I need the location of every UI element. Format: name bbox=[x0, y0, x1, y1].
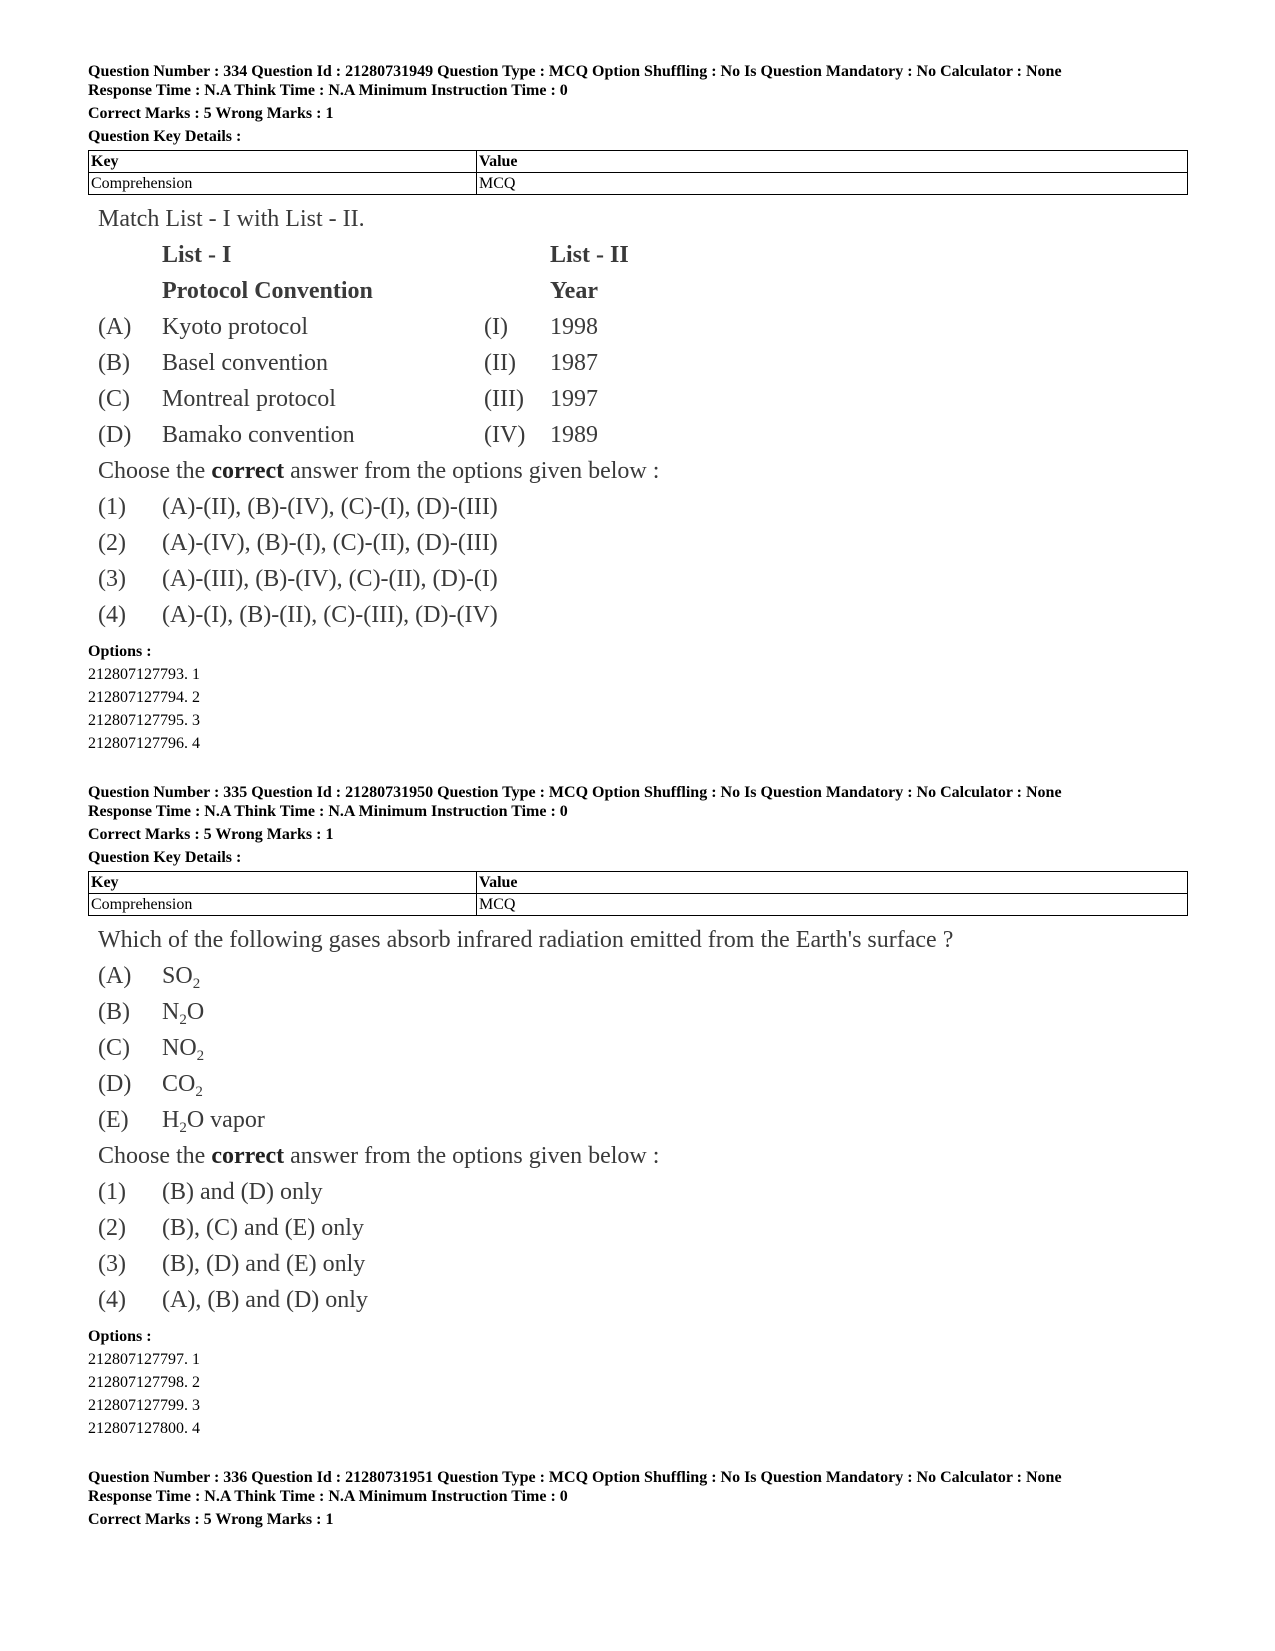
list-pair bbox=[88, 417, 1188, 453]
question-334 bbox=[88, 62, 1188, 755]
list1-label: (A) bbox=[98, 314, 132, 340]
list1-label: (D) bbox=[98, 422, 132, 448]
answer-choice bbox=[88, 1210, 1188, 1246]
option-item: 212807127798. 2 bbox=[88, 1374, 200, 1391]
list1-title: List - I bbox=[162, 242, 232, 268]
answer-number: (1) bbox=[98, 494, 126, 520]
list2-title: List - II bbox=[550, 242, 629, 268]
question-stem: Which of the following gases absorb infrared radiation emitted from the Earth's surface ? bbox=[98, 927, 954, 953]
answer-text: (A)-(II), (B)-(IV), (C)-(I), (D)-(III) bbox=[162, 494, 498, 520]
question-meta-line: Question Number : 334 Question Id : 21280731949 Question Type : MCQ Option Shuffling : No Is Question Mandatory : No Calculator : None bbox=[88, 63, 1062, 80]
answer-choice bbox=[88, 561, 1188, 597]
gas-label: (B) bbox=[98, 999, 130, 1025]
answer-number: (4) bbox=[98, 602, 126, 628]
answer-choice bbox=[88, 525, 1188, 561]
list2-item: 1998 bbox=[550, 314, 598, 340]
gas-item bbox=[88, 1030, 1188, 1066]
answer-number: (3) bbox=[98, 566, 126, 592]
answer-choice bbox=[88, 1174, 1188, 1210]
question-meta-line: Question Number : 335 Question Id : 21280731950 Question Type : MCQ Option Shuffling : No Is Question Mandatory : No Calculator : None bbox=[88, 784, 1062, 801]
answer-number: (2) bbox=[98, 530, 126, 556]
list1-item: Basel convention bbox=[162, 350, 328, 376]
gas-item bbox=[88, 1066, 1188, 1102]
choose-instruction: Choose the correct answer from the options given below : bbox=[98, 458, 660, 484]
key-header: Key bbox=[89, 151, 477, 173]
option-item: 212807127795. 3 bbox=[88, 712, 200, 729]
answer-choice bbox=[88, 1246, 1188, 1282]
gas-formula: $H_2O$ vapor bbox=[162, 1107, 265, 1136]
answer-number: (4) bbox=[98, 1287, 126, 1313]
list1-label: (B) bbox=[98, 350, 130, 376]
gas-item bbox=[88, 958, 1188, 994]
answer-choice bbox=[88, 597, 1188, 633]
list2-label: (IV) bbox=[484, 422, 526, 448]
list-pair bbox=[88, 309, 1188, 345]
list-pair bbox=[88, 345, 1188, 381]
question-paper-page bbox=[88, 62, 1188, 1529]
option-item: 212807127797. 1 bbox=[88, 1351, 200, 1368]
list1-item: Kyoto protocol bbox=[162, 314, 308, 340]
answer-choice bbox=[88, 489, 1188, 525]
answer-text: (B) and (D) only bbox=[162, 1179, 323, 1205]
key-table-header-row bbox=[89, 151, 1188, 173]
question-key-details-label: Question Key Details : bbox=[88, 128, 242, 145]
option-item: 212807127800. 4 bbox=[88, 1420, 200, 1437]
answer-text: (B), (D) and (E) only bbox=[162, 1251, 366, 1277]
list1-item: Montreal protocol bbox=[162, 386, 336, 412]
gas-label: (D) bbox=[98, 1071, 132, 1097]
value-cell: MCQ bbox=[477, 894, 1188, 916]
answer-number: (2) bbox=[98, 1215, 126, 1241]
question-key-details-label: Question Key Details : bbox=[88, 849, 242, 866]
question-335 bbox=[88, 783, 1188, 1440]
list1-item: Bamako convention bbox=[162, 422, 355, 448]
gas-item bbox=[88, 994, 1188, 1030]
list2-label: (I) bbox=[484, 314, 508, 340]
answer-text: (B), (C) and (E) only bbox=[162, 1215, 364, 1241]
question-timing-line: Response Time : N.A Think Time : N.A Minimum Instruction Time : 0 bbox=[88, 82, 568, 99]
gas-label: (E) bbox=[98, 1107, 129, 1133]
answer-text: (A)-(IV), (B)-(I), (C)-(II), (D)-(III) bbox=[162, 530, 498, 556]
gas-label: (A) bbox=[98, 963, 132, 989]
question-timing-line: Response Time : N.A Think Time : N.A Minimum Instruction Time : 0 bbox=[88, 1488, 568, 1505]
gas-formula: $NO_2$ bbox=[162, 1035, 205, 1064]
list2-label: (III) bbox=[484, 386, 524, 412]
question-key-table bbox=[88, 150, 1188, 195]
gas-formula: $CO_2$ bbox=[162, 1071, 203, 1100]
value-header: Value bbox=[477, 872, 1188, 894]
question-marks: Correct Marks : 5 Wrong Marks : 1 bbox=[88, 826, 334, 843]
key-table-header-row bbox=[89, 872, 1188, 894]
option-item: 212807127799. 3 bbox=[88, 1397, 200, 1414]
question-marks: Correct Marks : 5 Wrong Marks : 1 bbox=[88, 105, 334, 122]
key-cell: Comprehension bbox=[89, 173, 477, 195]
answer-number: (3) bbox=[98, 1251, 126, 1277]
list1-label: (C) bbox=[98, 386, 130, 412]
answer-number: (1) bbox=[98, 1179, 126, 1205]
gas-item bbox=[88, 1102, 1188, 1138]
question-timing-line: Response Time : N.A Think Time : N.A Minimum Instruction Time : 0 bbox=[88, 803, 568, 820]
answer-text: (A)-(III), (B)-(IV), (C)-(II), (D)-(I) bbox=[162, 566, 498, 592]
choose-instruction: Choose the correct answer from the options given below : bbox=[98, 1143, 660, 1169]
gas-formula: $SO_2$ bbox=[162, 963, 201, 992]
options-label: Options : bbox=[88, 643, 152, 660]
question-marks: Correct Marks : 5 Wrong Marks : 1 bbox=[88, 1511, 334, 1528]
list2-item: 1989 bbox=[550, 422, 598, 448]
question-meta-line: Question Number : 336 Question Id : 21280731951 Question Type : MCQ Option Shuffling : No Is Question Mandatory : No Calculator : None bbox=[88, 1469, 1062, 1486]
key-table-row bbox=[89, 894, 1188, 916]
key-table-row bbox=[89, 173, 1188, 195]
value-header: Value bbox=[477, 151, 1188, 173]
answer-text: (A)-(I), (B)-(II), (C)-(III), (D)-(IV) bbox=[162, 602, 498, 628]
question-336 bbox=[88, 1468, 1188, 1529]
answer-text: (A), (B) and (D) only bbox=[162, 1287, 368, 1313]
option-item: 212807127793. 1 bbox=[88, 666, 200, 683]
gas-formula: $N_2O$ bbox=[162, 999, 205, 1028]
question-body bbox=[88, 922, 1188, 1318]
list2-label: (II) bbox=[484, 350, 516, 376]
list1-subtitle: Protocol Convention bbox=[162, 278, 373, 304]
question-body bbox=[88, 201, 1188, 633]
list2-subtitle: Year bbox=[550, 278, 598, 304]
answer-choice bbox=[88, 1282, 1188, 1318]
list2-item: 1987 bbox=[550, 350, 598, 376]
option-item: 212807127796. 4 bbox=[88, 735, 200, 752]
options-label: Options : bbox=[88, 1328, 152, 1345]
list2-item: 1997 bbox=[550, 386, 598, 412]
list-pair bbox=[88, 381, 1188, 417]
key-header: Key bbox=[89, 872, 477, 894]
option-item: 212807127794. 2 bbox=[88, 689, 200, 706]
gas-label: (C) bbox=[98, 1035, 130, 1061]
key-cell: Comprehension bbox=[89, 894, 477, 916]
question-stem: Match List - I with List - II. bbox=[98, 206, 365, 232]
question-key-table bbox=[88, 871, 1188, 916]
value-cell: MCQ bbox=[477, 173, 1188, 195]
